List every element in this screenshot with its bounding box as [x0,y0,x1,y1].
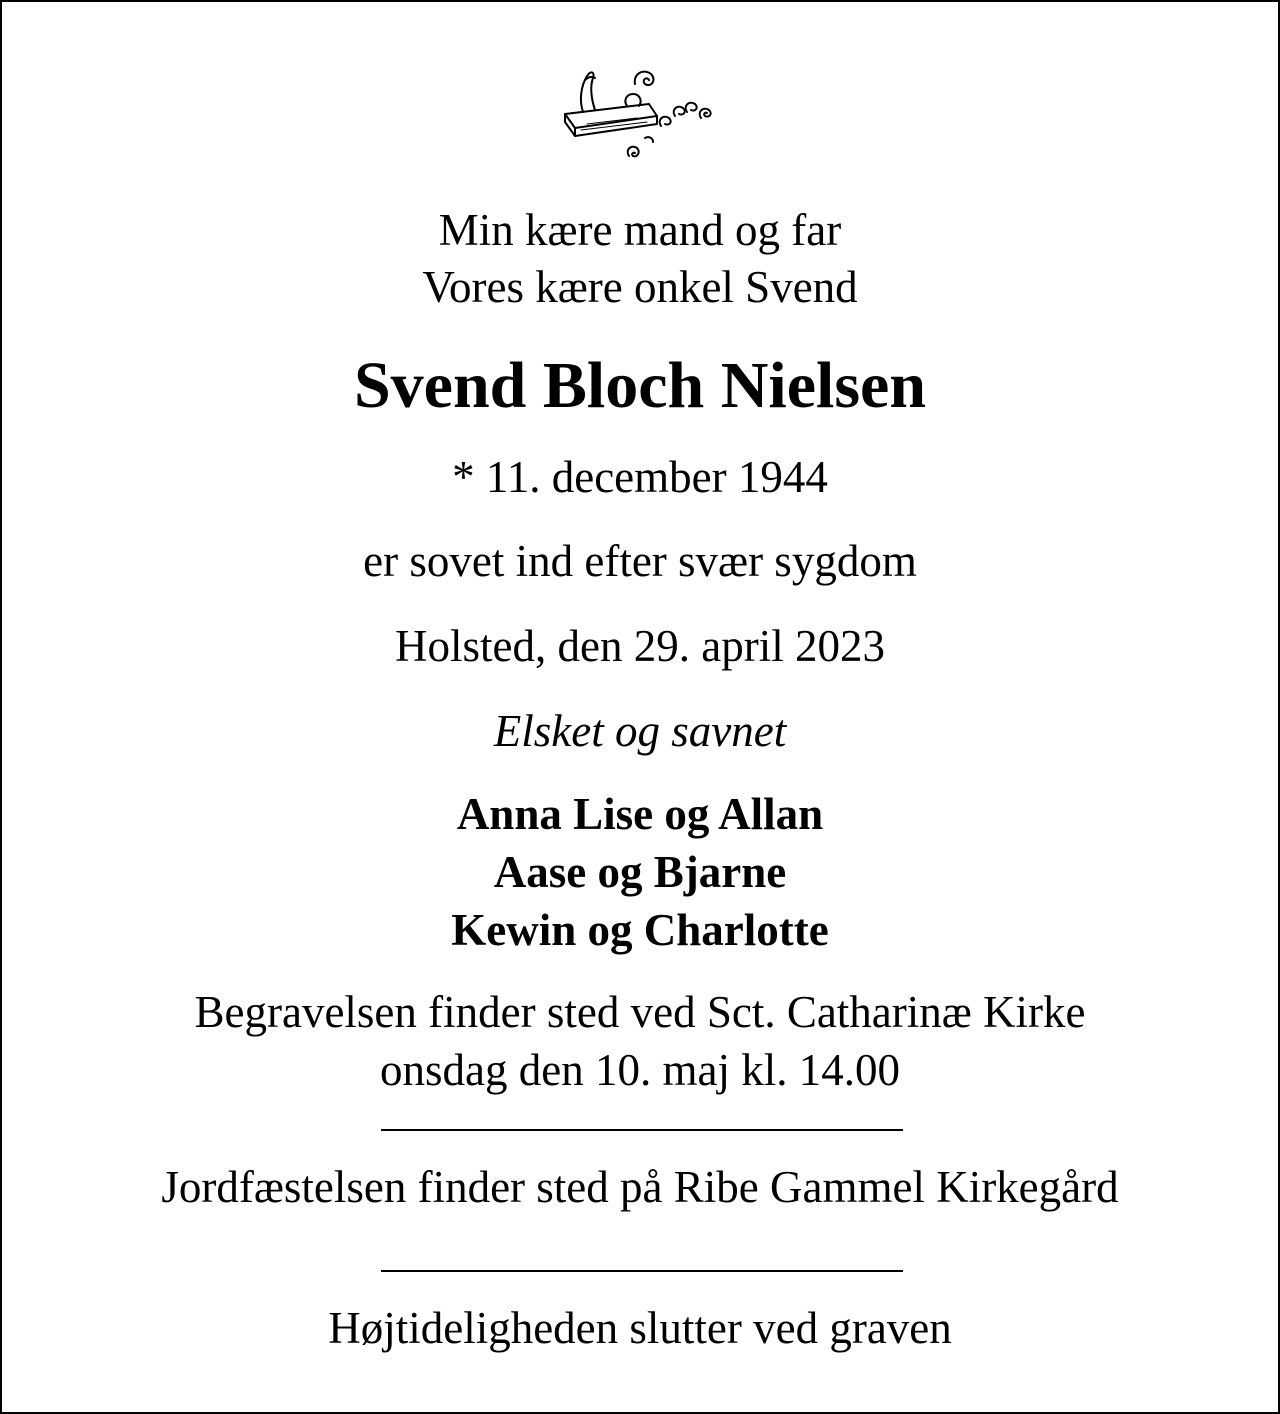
passing-text: er sovet ind efter svær sygdom [363,536,917,586]
intro-line-1: Min kære mand og far [438,205,842,255]
family-member-1: Anna Lise og Allan [456,789,824,839]
intro-line-2: Vores kære onkel Svend [422,262,858,312]
funeral-line-2: onsdag den 10. maj kl. 14.00 [380,1045,900,1095]
family-member-3: Kewin og Charlotte [451,905,829,955]
family-member-2: Aase og Bjarne [493,847,787,897]
birth-date: * 11. december 1944 [452,452,828,502]
closing-text: Højtideligheden slutter ved graven [328,1303,952,1353]
place-and-date: Holsted, den 29. april 2023 [395,621,885,671]
funeral-line-1: Begravelsen finder sted ved Sct. Catharinæ Kirke [194,987,1086,1037]
carpenter-plane-icon [557,64,732,174]
deceased-name: Svend Bloch Nielsen [353,349,927,422]
divider-rule-1 [381,1129,903,1131]
tribute-text: Elsket og savnet [493,706,787,756]
divider-rule-2 [381,1270,903,1272]
burial-text: Jordfæstelsen finder sted på Ribe Gammel Kirkegård [161,1162,1119,1212]
